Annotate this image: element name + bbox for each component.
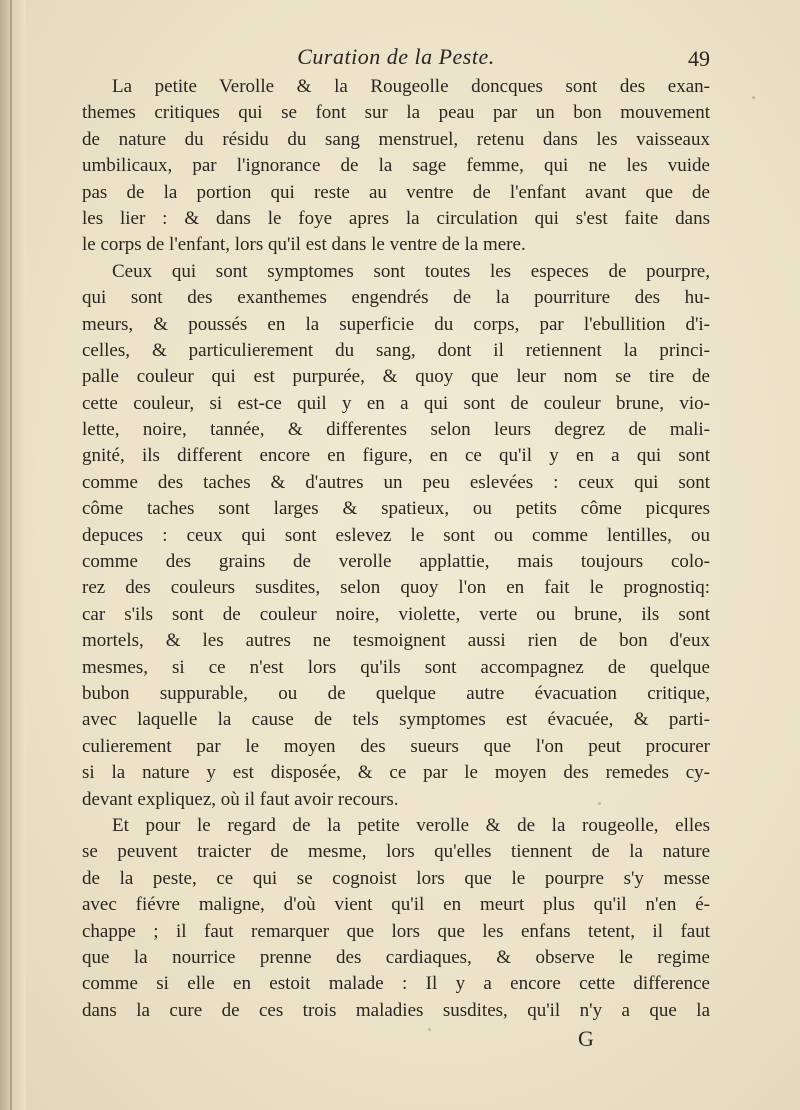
paper-speck xyxy=(428,1028,431,1031)
text-line: mesmes, si ce n'est lors qu'ils sont accompagnez de quelque xyxy=(82,656,710,678)
text-line: bubon suppurable, ou de quelque autre évacuation critique, xyxy=(82,682,710,704)
text-line: themes critiques qui se font sur la peau par un bon mouvement xyxy=(82,102,710,124)
running-title: Curation de la Peste. xyxy=(297,44,495,69)
signature-mark: G xyxy=(578,1026,594,1051)
text-line: chappe ; il faut remarquer que lors que les enfans tetent, il faut xyxy=(82,920,710,942)
page-gutter xyxy=(0,0,26,1110)
text-line: que la nourrice prenne des cardiaques, & observe le regime xyxy=(82,946,710,968)
gutter-shadow-line xyxy=(10,0,12,1110)
page-number: 49 xyxy=(688,46,710,71)
text-line: de nature du résidu du sang menstruel, retenu dans les vaisseaux xyxy=(82,128,710,150)
text-line: si la nature y est disposée, & ce par le moyen des remedes cy- xyxy=(82,762,710,784)
text-line: côme taches sont larges & spatieux, ou petits côme picqures xyxy=(82,498,710,520)
text-line: Et pour le regard de la petite verolle & de la rougeolle, elles xyxy=(112,814,710,836)
text-line: se peuvent traicter de mesme, lors qu'elles tiennent de la nature xyxy=(82,841,710,863)
text-line: lette, noire, tannée, & differentes selon leurs degrez de mali- xyxy=(82,419,710,441)
text-line: le corps de l'enfant, lors qu'il est dans le ventre de la mere. xyxy=(82,234,526,256)
page-header xyxy=(82,44,710,78)
text-line: avec fiévre maligne, d'où vient qu'il en meurt plus qu'il n'en é- xyxy=(82,894,710,916)
text-line: dans la cure de ces trois maladies susdites, qu'il n'y a que la xyxy=(82,999,710,1021)
text-line: car s'ils sont de couleur noire, violette, verte ou brune, ils sont xyxy=(82,603,710,625)
text-line: mortels, & les autres ne tesmoignent aussi rien de bon d'eux xyxy=(82,630,710,652)
text-line: pas de la portion qui reste au ventre de l'enfant avant que de xyxy=(82,181,710,203)
paper-speck xyxy=(752,96,755,99)
text-line: depuces : ceux qui sont eslevez le sont ou comme lentilles, ou xyxy=(82,524,710,546)
text-line: cette couleur, si est-ce quil y en a qui sont de couleur brune, vio- xyxy=(82,392,710,414)
text-line: celles, & particulierement du sang, dont il retiennent la princi- xyxy=(82,339,710,361)
text-line: comme des taches & d'autres un peu eslevées : ceux qui sont xyxy=(82,471,710,493)
text-line: culierement par le moyen des sueurs que l'on peut procurer xyxy=(82,735,710,757)
text-line: les lier : & dans le foye apres la circulation qui s'est faite dans xyxy=(82,207,710,229)
text-line: meurs, & poussés en la superficie du corps, par l'ebullition d'i- xyxy=(82,313,710,335)
text-line: comme si elle en estoit malade : Il y a encore cette difference xyxy=(82,973,710,995)
text-line: qui sont des exanthemes engendrés de la pourriture des hu- xyxy=(82,287,710,309)
text-line: Ceux qui sont symptomes sont toutes les especes de pourpre, xyxy=(112,260,710,282)
paper-speck xyxy=(598,802,601,805)
text-line: devant expliquez, où il faut avoir recours. xyxy=(82,788,399,810)
text-line: de la peste, ce qui se cognoist lors que le pourpre s'y messe xyxy=(82,867,710,889)
text-line: comme des grains de verolle applattie, mais toujours colo- xyxy=(82,551,710,573)
body-text xyxy=(82,74,710,1024)
text-line: gnité, ils different encore en figure, en ce qu'il y en a qui sont xyxy=(82,445,710,467)
text-line: umbilicaux, par l'ignorance de la sage femme, qui ne les vuide xyxy=(82,155,710,177)
text-line: La petite Verolle & la Rougeolle doncques sont des exan- xyxy=(112,76,710,97)
text-line: rez des couleurs susdites, selon quoy l'on en fait le prognostiq: xyxy=(82,577,710,599)
text-line: palle couleur qui est purpurée, & quoy que leur nom se tire de xyxy=(82,366,710,388)
text-line: avec laquelle la cause de tels symptomes est évacuée, & parti- xyxy=(82,709,710,731)
